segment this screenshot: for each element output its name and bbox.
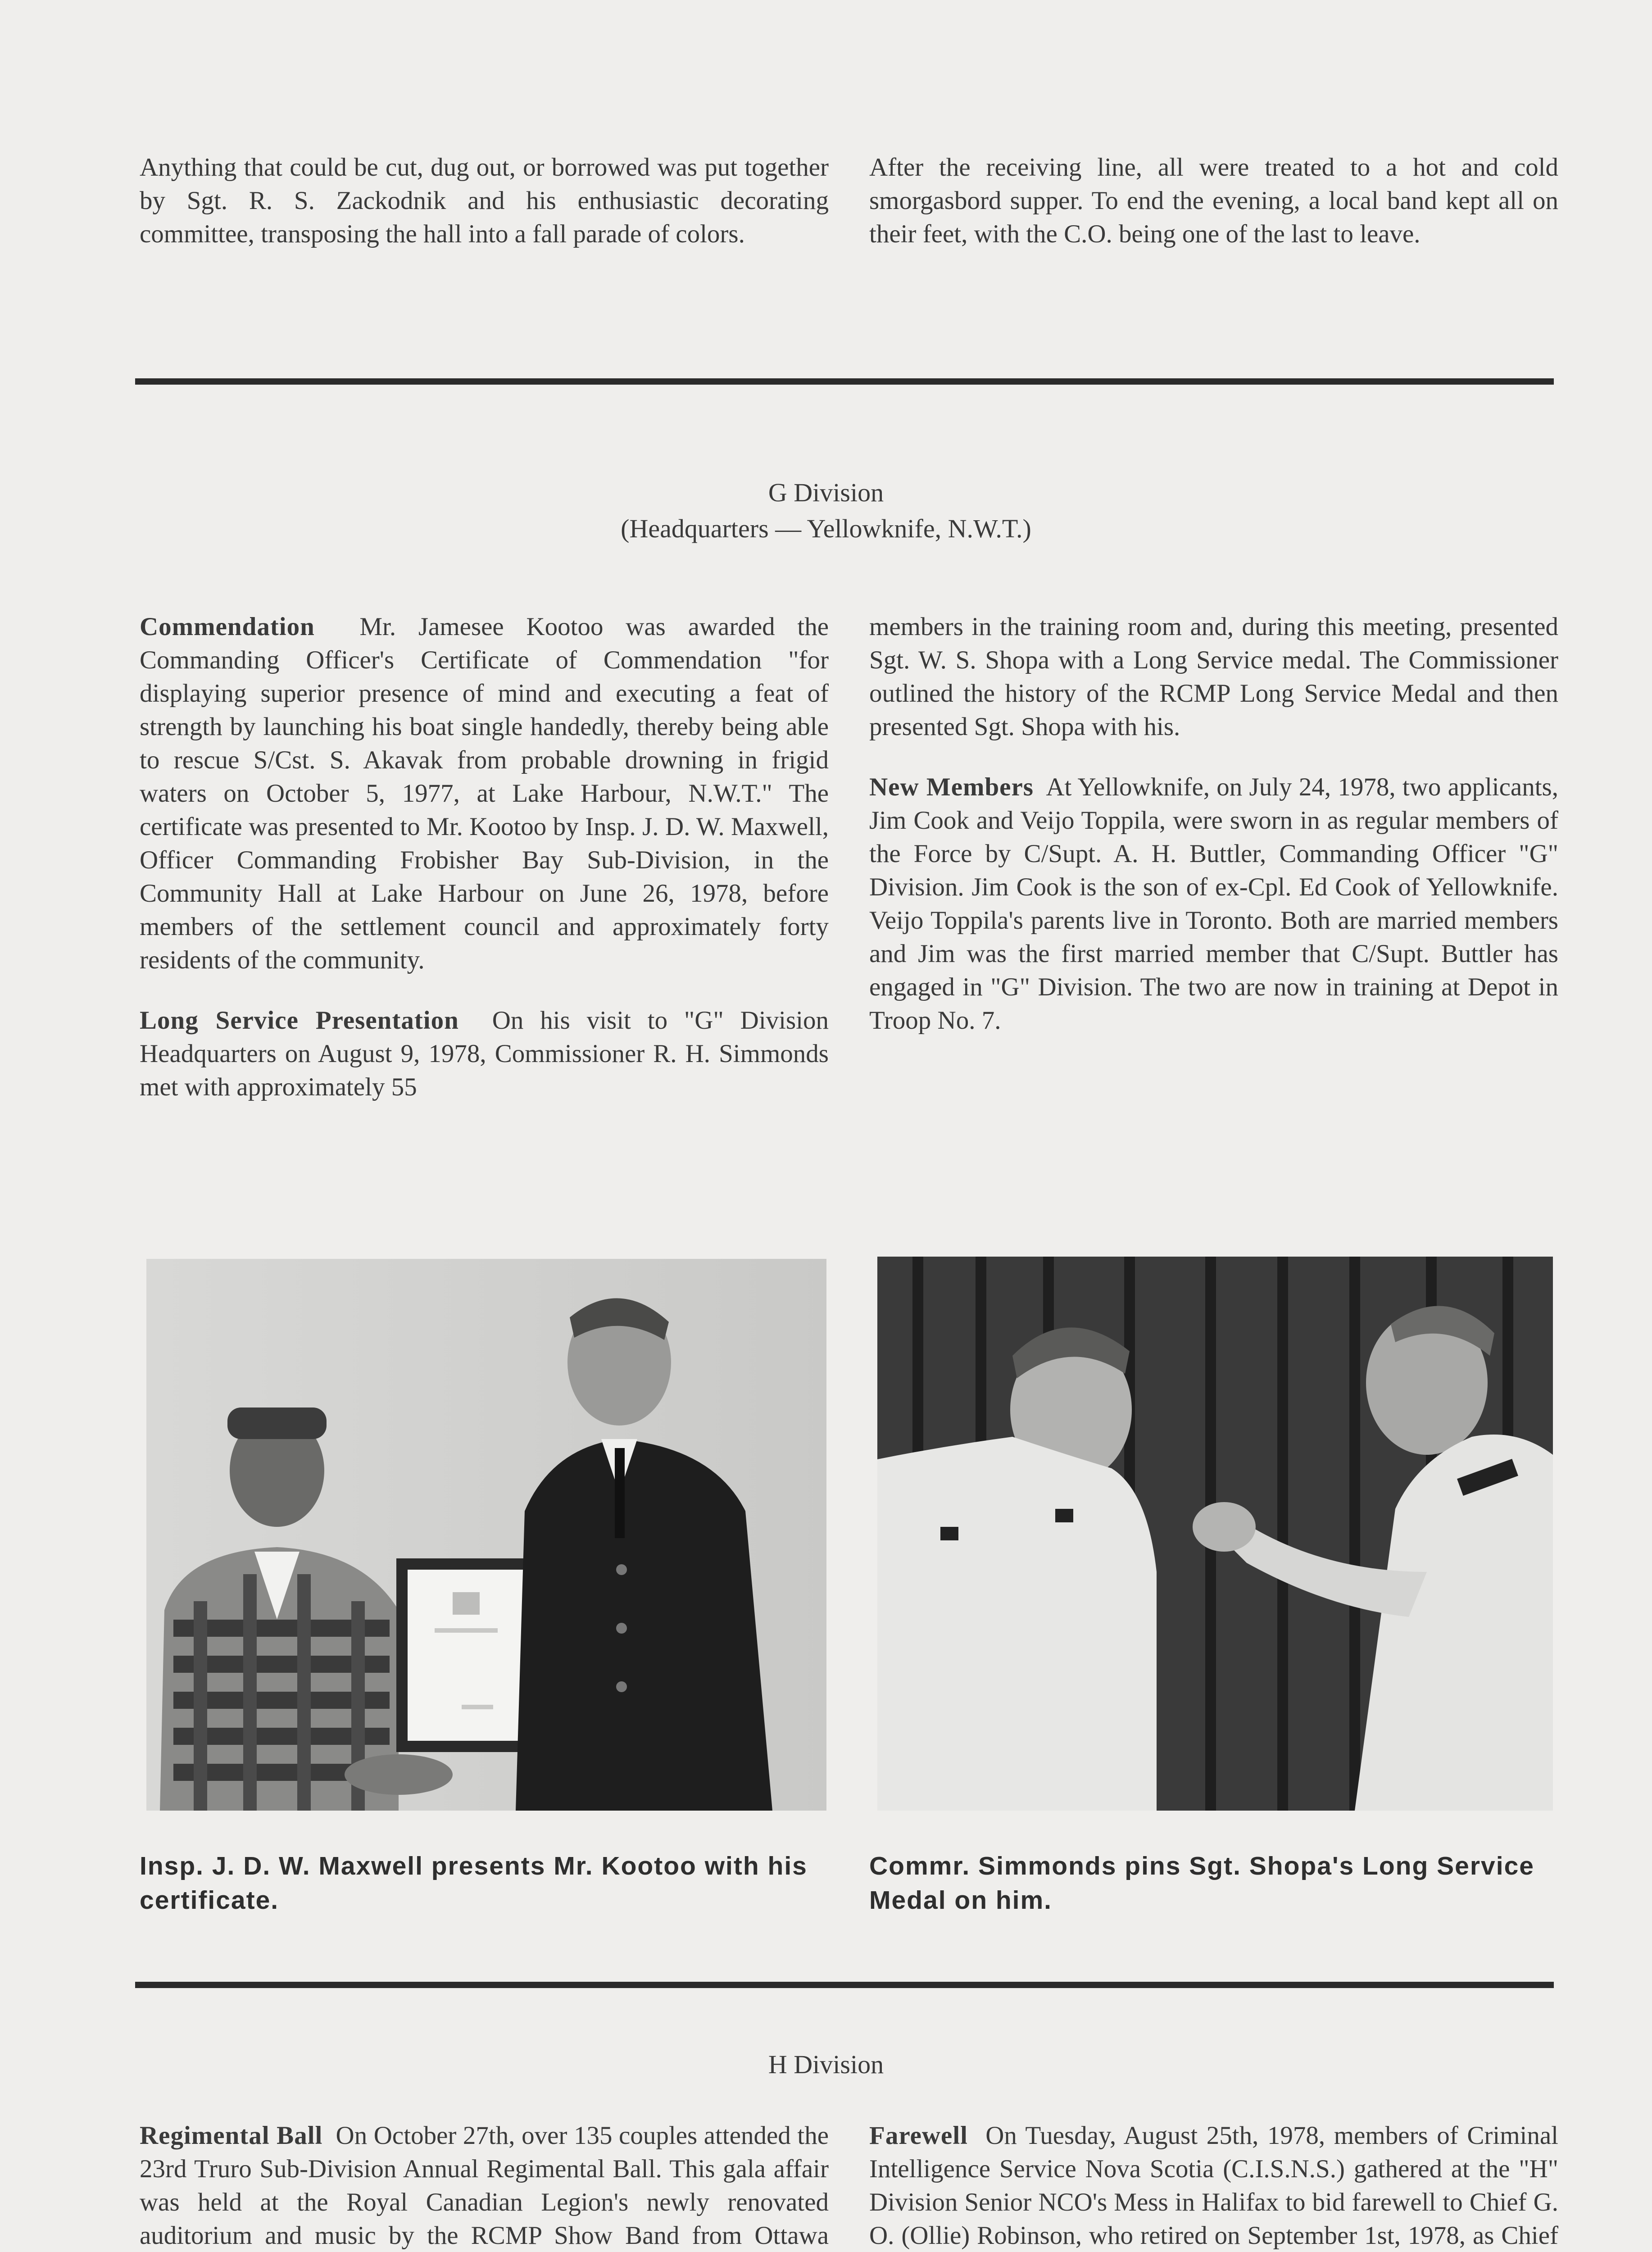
commendation-paragraph (140, 610, 829, 977)
new-members-heading: New Members (869, 773, 1034, 801)
photo-medal-pinning (877, 1257, 1553, 1811)
section-divider-bottom (135, 1982, 1554, 1988)
long-service-heading: Long Service Presentation (140, 1006, 459, 1035)
regimental-ball-heading: Regimental Ball (140, 2121, 323, 2150)
long-service-paragraph (140, 1004, 829, 1104)
top-right-text: After the receiving line, all were treated to a hot and cold smorgasbord supper. To end the evening, a local band kept all on their feet, with the C.O. being one of the last to leave. (869, 153, 1558, 248)
farewell-heading: Farewell (869, 2121, 968, 2150)
section-divider-top (135, 378, 1554, 385)
g-right-column (869, 610, 1558, 1064)
long-service-continued: members in the training room and, during this meeting, presented Sgt. W. S. Shopa with a Long Service medal. The Commissioner outlined the history of the RCMP Long Service Medal and then presented Sgt. Shopa with his. (869, 613, 1558, 741)
regimental-ball-paragraph (140, 2119, 829, 2252)
top-left-paragraph (140, 151, 829, 278)
g-division-subtitle: (Headquarters — Yellowknife, N.W.T.) (621, 514, 1031, 543)
farewell-paragraph (869, 2119, 1558, 2252)
photo-certificate-presentation (146, 1259, 826, 1811)
commendation-text: Mr. Jamesee Kootoo was awarded the Commanding Officer's Certificate of Commendation "for displaying superior presence of mind and executing a feat of strength by launching his boat single handedly, thereby being able to rescue S/Cst. S. Akavak from probable drowning in frigid waters on October 5, 1977, at Lake Harbour, N.W.T." The certificate was presented to Mr. Kootoo by Insp. J. D. W. Maxwell, Officer Commanding Frobisher Bay Sub-Division, in the Community Hall at Lake Harbour on June 26, 1978, before members of the settlement council and approximately forty residents of the community. (140, 613, 829, 974)
caption-left: Insp. J. D. W. Maxwell presents Mr. Kootoo with his certificate. (140, 1852, 808, 1915)
farewell-text: On Tuesday, August 25th, 1978, members of Criminal Intelligence Service Nova Scotia (C.I.S.N.S.) gathered at the "H" Division Senior NCO's Mess in Halifax to bid farewell to Chief G. O. (Ollie) Robinson, who retired on September 1st, 1978, as Chief (869, 2121, 1558, 2250)
regimental-ball-text: On October 27th, over 135 couples attended the 23rd Truro Sub-Division Annual Regimental Ball. This gala affair was held at the Royal Canadian Legion's newly renovated auditorium and music by the RCMP Show Band from Ottawa (140, 2121, 829, 2250)
h-left-column (140, 2119, 829, 2252)
new-members-text: At Yellowknife, on July 24, 1978, two applicants, Jim Cook and Veijo Toppila, were sworn in as regular members of the Force by C/Supt. A. H. Buttler, Commanding Officer "G" Division. Jim Cook is the son of ex-Cpl. Ed Cook of Yellowknife. Veijo Toppila's parents live in Toronto. Both are married members and Jim was the first married member that C/Supt. Buttler has engaged in "G" Division. The two are now in training at Depot in Troop No. 7. (869, 773, 1558, 1035)
long-service-text: On his visit to "G" Division Headquarters on August 9, 1978, Commissioner R. H. Simmonds met with approximately 55 (140, 1006, 829, 1101)
caption-right: Commr. Simmonds pins Sgt. Shopa's Long Service Medal on him. (869, 1852, 1534, 1915)
photo-medal-illustration (877, 1257, 1553, 1811)
commendation-heading: Commendation (140, 613, 315, 641)
g-division-title: G Division (768, 478, 884, 507)
g-left-column (140, 610, 829, 1131)
new-members-paragraph (869, 771, 1558, 1037)
photo-certificate-illustration (146, 1259, 826, 1811)
top-right-paragraph (869, 151, 1558, 278)
h-division-title: H Division (768, 2050, 884, 2079)
h-right-column (869, 2119, 1558, 2252)
top-left-text: Anything that could be cut, dug out, or borrowed was put together by Sgt. R. S. Zackodnik and his enthusiastic decorating committee, transposing the hall into a fall parade of colors. (140, 153, 829, 248)
